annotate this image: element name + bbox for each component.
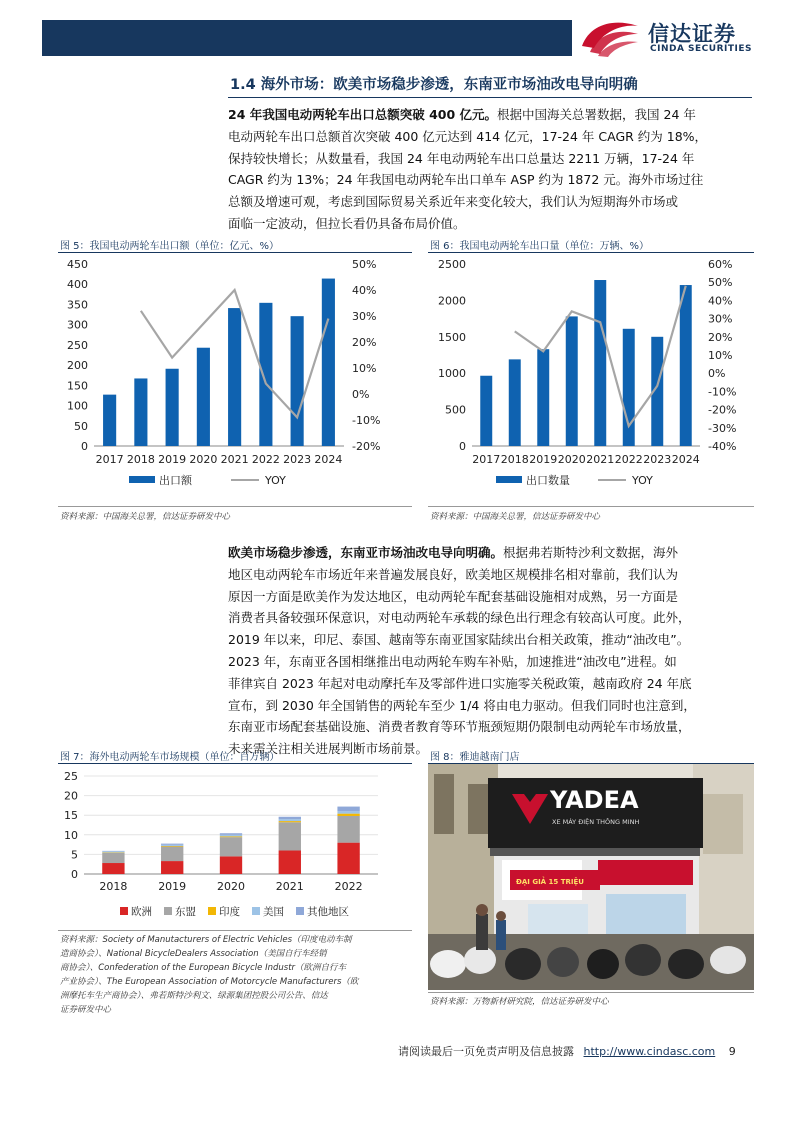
legend-label: 东盟 bbox=[175, 906, 196, 918]
fig8-source: 资料来源：万物新材研究院，信达证券研发中心 bbox=[430, 997, 609, 1007]
y-right-tick-label: -30% bbox=[708, 421, 737, 435]
paragraph-lead: 欧美市场稳步渗透，东南亚市场油改电导向明确。 bbox=[228, 545, 504, 560]
store-sign-subtitle: XE MÁY ĐIỆN THÔNG MINH bbox=[552, 818, 640, 826]
stacked-bar-segment bbox=[161, 861, 183, 874]
legend-swatch-bar bbox=[129, 476, 155, 483]
y-left-tick-label: 1500 bbox=[438, 330, 466, 344]
legend-label: 其他地区 bbox=[307, 906, 349, 918]
store-banner-text: ĐẠI GIẢ 15 TRIỆU bbox=[516, 878, 584, 886]
fig7-title: 图 7：海外电动两轮车市场规模（单位：百万辆） bbox=[60, 752, 280, 763]
legend-swatch bbox=[252, 907, 260, 915]
paragraph-line: 总额及增速可观，考虑到国际贸易关系近年来变化较大，我们认为短期海外市场或 bbox=[228, 194, 679, 210]
y-right-tick-label: -10% bbox=[708, 385, 737, 399]
stacked-bar-segment bbox=[337, 814, 359, 816]
stacked-bar-segment bbox=[279, 821, 301, 822]
y-right-tick-label: -20% bbox=[708, 403, 737, 417]
paragraph-line: 根据中国海关总署数据，我国 24 年 bbox=[497, 107, 696, 122]
bar bbox=[103, 395, 116, 446]
paragraph-lead: 24 年我国电动两轮车出口总额突破 400 亿元。 bbox=[228, 107, 498, 122]
y-right-tick-label: 60% bbox=[708, 258, 733, 271]
store-sign-brand: YADEA bbox=[550, 786, 639, 814]
paragraph-line: 消费者具备较强环保意识，对电动两轮车承载的绿色出行理念有较高认可度。此外， bbox=[228, 610, 691, 626]
x-tick-label: 2023 bbox=[643, 453, 672, 466]
legend-label-line: YOY bbox=[265, 474, 286, 487]
y-tick-label: 10 bbox=[64, 828, 78, 842]
x-tick-label: 2018 bbox=[126, 453, 155, 466]
y-left-tick-label: 500 bbox=[445, 403, 466, 417]
source-line: 资料来源：Society of Manutacturers of Electric Vehicles（印度电动车制 bbox=[60, 935, 352, 945]
legend-label-line: YOY bbox=[632, 474, 653, 487]
legend-label-bar: 出口数量 bbox=[526, 474, 570, 487]
bar bbox=[537, 349, 549, 446]
y-right-tick-label: 0% bbox=[708, 367, 726, 381]
stacked-bar-segment bbox=[161, 845, 183, 846]
yadea-store-photo bbox=[428, 764, 754, 990]
fig5-source: 资料来源：中国海关总署，信达证券研发中心 bbox=[60, 512, 231, 522]
stacked-bar-segment bbox=[337, 807, 359, 812]
x-tick-label: 2019 bbox=[158, 453, 187, 466]
y-left-tick-label: 0 bbox=[459, 440, 466, 453]
x-tick-label: 2021 bbox=[586, 453, 615, 466]
y-right-tick-label: -20% bbox=[352, 440, 381, 453]
fig6-rule bbox=[428, 252, 754, 253]
y-left-tick-label: 2000 bbox=[438, 294, 466, 308]
source-line: 洲摩托车生产商协会）、弗若斯特沙利文、绿源集团控股公司公告、信达 bbox=[60, 991, 328, 1001]
y-left-tick-label: 2500 bbox=[438, 258, 466, 271]
stacked-bar-segment bbox=[161, 847, 183, 862]
fig7-chart bbox=[58, 766, 412, 928]
cinda-logo-icon bbox=[580, 16, 642, 58]
fig6-chart bbox=[428, 256, 758, 501]
y-tick-label: 15 bbox=[64, 809, 78, 823]
y-left-tick-label: 450 bbox=[67, 258, 88, 271]
bar bbox=[322, 279, 335, 446]
x-tick-label: 2018 bbox=[500, 453, 529, 466]
stacked-bar-segment bbox=[337, 843, 359, 874]
stacked-bar-segment bbox=[102, 863, 124, 874]
bar bbox=[480, 376, 492, 446]
fig5-rule bbox=[58, 252, 412, 253]
footer-disclaimer: 请阅读最后一页免责声明及信息披露 bbox=[398, 1045, 574, 1058]
fig8-title: 图 8：雅迪越南门店 bbox=[430, 752, 520, 763]
x-tick-label: 2020 bbox=[557, 453, 586, 466]
paragraph-export-overview bbox=[228, 104, 754, 235]
bar bbox=[509, 359, 521, 446]
section-title: 1.4 海外市场：欧美市场稳步渗透，东南亚市场油改电导向明确 bbox=[230, 77, 638, 93]
stacked-bar-segment bbox=[220, 837, 242, 856]
bar bbox=[166, 369, 179, 446]
fig7-source bbox=[60, 933, 412, 1017]
x-tick-label: 2021 bbox=[275, 880, 304, 893]
legend-swatch bbox=[208, 907, 216, 915]
x-tick-label: 2021 bbox=[220, 453, 249, 466]
paragraph-line: 2019 年以来，印尼、泰国、越南等东南亚国家陆续出台相关政策，推动“油改电”。 bbox=[228, 632, 690, 648]
stacked-bar-segment bbox=[279, 822, 301, 850]
x-tick-label: 2022 bbox=[334, 880, 363, 893]
y-right-tick-label: 30% bbox=[352, 310, 377, 323]
paragraph-line: 菲律宾自 2023 年起对电动摩托车及零部件进口实施零关税政策，越南政府 24 年底 bbox=[228, 675, 692, 691]
x-tick-label: 2023 bbox=[283, 453, 312, 466]
fig8-bottom-rule bbox=[428, 992, 754, 993]
brand-name-cn: 信达证券 bbox=[648, 22, 736, 46]
stacked-bar-segment bbox=[337, 816, 359, 843]
brand-name-en: CINDA SECURITIES bbox=[650, 44, 752, 54]
y-right-tick-label: 20% bbox=[708, 330, 733, 344]
stacked-bar-segment bbox=[337, 811, 359, 813]
paragraph-line: 保持较快增长；从数量看，我国 24 年电动两轮车出口总量达 2211 万辆，17-24 年 bbox=[228, 150, 695, 166]
paragraph-line: 东南亚市场配套基础设施、消费者教育等环节瓶颈短期仍限制电动两轮车市场放量， bbox=[228, 719, 691, 735]
legend-swatch bbox=[120, 907, 128, 915]
bar bbox=[259, 303, 272, 446]
bar bbox=[291, 316, 304, 446]
x-tick-label: 2019 bbox=[529, 453, 558, 466]
bar bbox=[134, 378, 147, 446]
y-right-tick-label: 40% bbox=[352, 284, 377, 297]
y-tick-label: 5 bbox=[71, 848, 78, 862]
legend-swatch bbox=[296, 907, 304, 915]
header-bar bbox=[42, 20, 572, 56]
x-tick-label: 2024 bbox=[314, 453, 343, 466]
stacked-bar-segment bbox=[279, 817, 301, 819]
stacked-bar-segment bbox=[102, 851, 124, 852]
y-right-tick-label: 50% bbox=[708, 276, 733, 290]
x-tick-label: 2017 bbox=[472, 453, 501, 466]
y-left-tick-label: 100 bbox=[67, 399, 88, 413]
y-tick-label: 20 bbox=[64, 789, 78, 803]
stacked-bar-segment bbox=[220, 835, 242, 837]
y-left-tick-label: 300 bbox=[67, 318, 88, 332]
bar bbox=[197, 348, 210, 446]
legend-label: 欧洲 bbox=[131, 906, 152, 918]
stacked-bar-segment bbox=[161, 846, 183, 847]
fig6-bottom-rule bbox=[428, 506, 754, 507]
y-right-tick-label: -10% bbox=[352, 414, 381, 427]
section-divider bbox=[228, 97, 752, 98]
y-tick-label: 0 bbox=[71, 868, 78, 881]
y-right-tick-label: 10% bbox=[708, 349, 733, 362]
x-tick-label: 2019 bbox=[158, 880, 187, 893]
stacked-bar-segment bbox=[102, 853, 124, 863]
bar bbox=[623, 329, 635, 446]
y-left-tick-label: 50 bbox=[74, 419, 88, 433]
x-tick-label: 2020 bbox=[217, 880, 245, 893]
y-right-tick-label: 20% bbox=[352, 336, 377, 349]
stacked-bar-segment bbox=[279, 819, 301, 821]
source-line: 造商协会）、National BicycleDealers Association（美国自行车经销 bbox=[60, 949, 327, 959]
y-right-tick-label: 50% bbox=[352, 258, 377, 271]
fig6-title: 图 6：我国电动两轮车出口量（单位：万辆、%） bbox=[430, 241, 650, 252]
x-tick-label: 2024 bbox=[671, 453, 700, 466]
x-tick-label: 2020 bbox=[189, 453, 218, 466]
paragraph-line: 面临一定波动，但拉长看仍具备布局价值。 bbox=[228, 215, 466, 231]
y-left-tick-label: 1000 bbox=[438, 367, 466, 381]
legend-swatch-bar bbox=[496, 476, 522, 483]
bar bbox=[680, 285, 692, 446]
y-right-tick-label: -40% bbox=[708, 440, 737, 453]
footer-link[interactable]: http://www.cindasc.com bbox=[583, 1045, 716, 1058]
fig7-rule bbox=[58, 763, 412, 764]
y-left-tick-label: 0 bbox=[81, 440, 88, 453]
x-tick-label: 2022 bbox=[251, 453, 280, 466]
y-right-tick-label: 0% bbox=[352, 388, 370, 401]
y-left-tick-label: 400 bbox=[67, 278, 88, 292]
y-right-tick-label: 30% bbox=[708, 312, 733, 326]
legend-label: 美国 bbox=[263, 906, 284, 918]
source-line: 证券研发中心 bbox=[60, 1005, 112, 1015]
y-right-tick-label: 40% bbox=[708, 294, 733, 308]
y-tick-label: 25 bbox=[64, 770, 78, 783]
paragraph-line: 2023 年，东南亚各国相继推出电动两轮车购车补贴，加速推进“油改电”进程。如 bbox=[228, 653, 677, 669]
fig5-chart bbox=[58, 256, 414, 501]
source-line: 商协会）、Confederation of the European Bicycle Industr（欧洲自行车 bbox=[60, 963, 347, 973]
x-tick-label: 2017 bbox=[95, 453, 124, 466]
bar bbox=[594, 280, 606, 446]
bar bbox=[566, 316, 578, 446]
paragraph-line: 电动两轮车出口总额首次突破 400 亿元达到 414 亿元，17-24 年 CAGR 约为 18%， bbox=[228, 128, 708, 144]
y-right-tick-label: 10% bbox=[352, 362, 377, 375]
bar bbox=[228, 308, 241, 446]
x-tick-label: 2022 bbox=[614, 453, 643, 466]
paragraph-line: CAGR 约为 13%；24 年我国电动两轮车出口单车 ASP 约为 1872 元。海外市场过往 bbox=[228, 172, 704, 188]
stacked-bar-segment bbox=[220, 836, 242, 837]
source-line: 产业协会）、The European Association of Motorcycle Manufacturers（欧 bbox=[60, 977, 359, 987]
paragraph-line: 未来需关注相关进展判断市场前景。 bbox=[228, 741, 429, 757]
y-left-tick-label: 250 bbox=[67, 338, 88, 352]
stacked-bar-segment bbox=[220, 856, 242, 874]
fig7-bottom-rule bbox=[58, 930, 412, 931]
stacked-bar-segment bbox=[220, 833, 242, 835]
paragraph-line: 原因一方面是欧美作为发达地区，电动两轮车配套基础设施相对成熟，另一方面是 bbox=[228, 588, 679, 604]
legend-swatch bbox=[164, 907, 172, 915]
legend-label: 印度 bbox=[219, 906, 240, 918]
stacked-bar-segment bbox=[161, 844, 183, 845]
paragraph-line: 地区电动两轮车市场近年来普遍发展良好，欧美地区规模排名相对靠前，我们认为 bbox=[228, 566, 679, 582]
fig5-bottom-rule bbox=[58, 506, 412, 507]
fig6-source: 资料来源：中国海关总署，信达证券研发中心 bbox=[430, 512, 601, 522]
paragraph-line: 宣布，到 2030 年全国销售的两轮车至少 1/4 将由电力驱动。但我们同时也注意到， bbox=[228, 697, 696, 713]
paragraph-overseas-markets bbox=[228, 542, 754, 760]
paragraph-line: 根据弗若斯特沙利文数据，海外 bbox=[503, 545, 679, 560]
y-left-tick-label: 200 bbox=[67, 359, 88, 373]
y-left-tick-label: 150 bbox=[67, 379, 88, 393]
stacked-bar-segment bbox=[279, 850, 301, 874]
x-tick-label: 2018 bbox=[99, 880, 128, 893]
legend-label-bar: 出口额 bbox=[159, 474, 192, 487]
footer bbox=[398, 1043, 736, 1059]
fig5-title: 图 5：我国电动两轮车出口额（单位：亿元、%） bbox=[60, 241, 280, 252]
y-left-tick-label: 350 bbox=[67, 298, 88, 312]
page-number: 9 bbox=[728, 1045, 736, 1058]
